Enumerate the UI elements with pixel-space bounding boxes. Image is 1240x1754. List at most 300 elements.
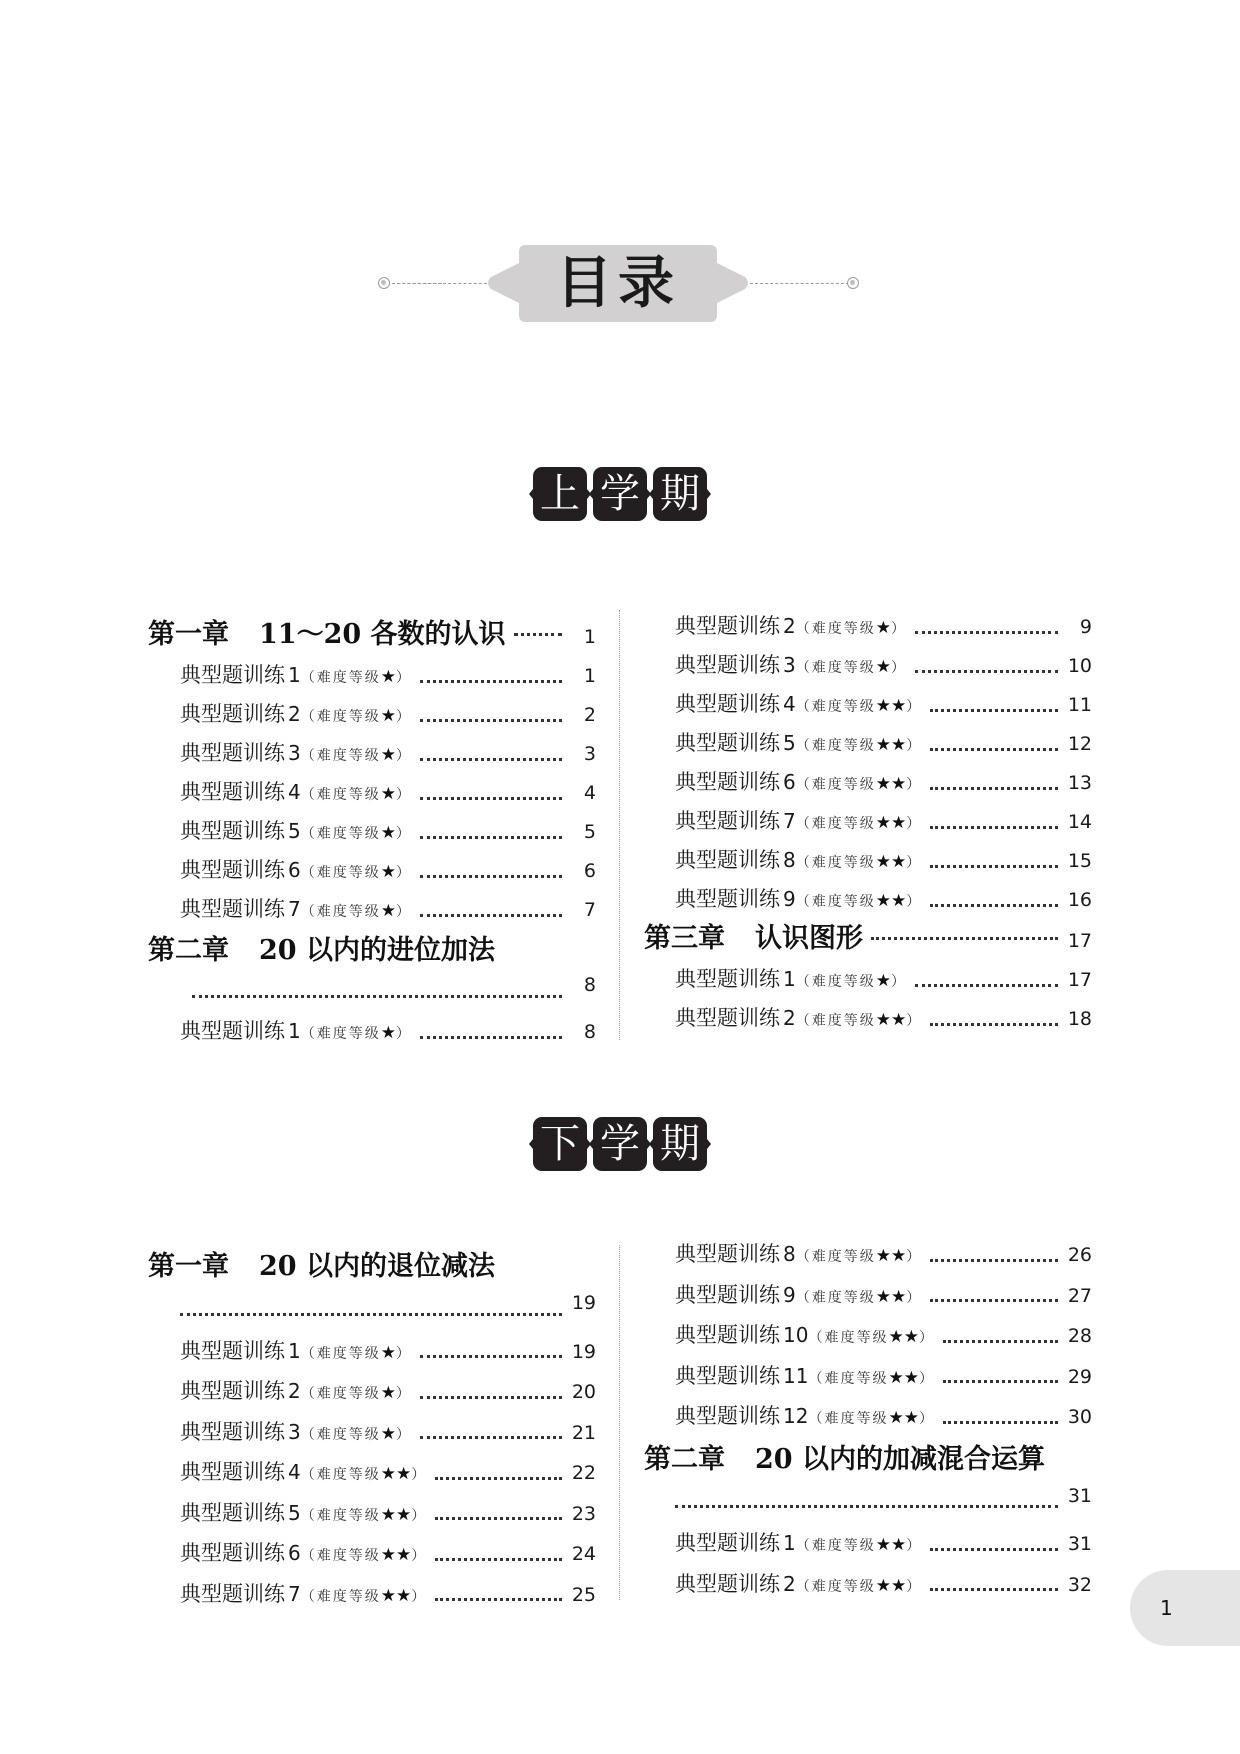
star-icon: ★ — [380, 1023, 396, 1043]
difficulty-label: 难度等级 — [811, 855, 876, 871]
entry-label: 典型题训练 — [675, 967, 780, 991]
star-icon: ★★ — [875, 735, 907, 755]
page-ref: 3 — [583, 743, 596, 765]
entry-label: 典型题训练 — [675, 1323, 780, 1347]
chapter-title: 20 以内的退位减法 — [259, 1251, 495, 1282]
difficulty-label: 难度等级 — [316, 1026, 381, 1042]
difficulty-label: 难度等级 — [811, 1013, 876, 1029]
page-ref: 19 — [571, 1292, 596, 1314]
difficulty-note: （难度等级★★） — [795, 813, 923, 833]
page-title: 目录 — [556, 250, 680, 316]
toc-chapter-row[interactable] — [644, 1437, 1092, 1473]
toc-entry-row[interactable] — [675, 1319, 1092, 1355]
entry-label: 典型题训练 — [675, 692, 780, 716]
entry-label: 典型题训练 — [180, 1500, 285, 1525]
entry-number: 7 — [288, 897, 301, 921]
dot-leader — [930, 787, 1058, 790]
difficulty-note: （难度等级★★） — [300, 1545, 428, 1565]
toc-entry-row[interactable] — [675, 1400, 1092, 1436]
difficulty-note: （难度等级★） — [300, 823, 412, 843]
entry-number: 1 — [288, 1338, 301, 1363]
page-ref: 23 — [571, 1502, 596, 1525]
toc-chapter-leader-row[interactable] — [180, 1292, 596, 1328]
star-icon: ★★ — [875, 813, 907, 833]
star-icon: ★ — [380, 784, 396, 804]
toc-entry-row[interactable] — [180, 854, 596, 890]
star-icon: ★★ — [875, 774, 907, 794]
toc-chapter-row[interactable] — [148, 928, 596, 964]
difficulty-note: （难度等级★） — [300, 784, 412, 804]
dot-leader — [943, 1340, 1058, 1343]
difficulty-note: （难度等级★★） — [300, 1464, 428, 1484]
difficulty-label: 难度等级 — [811, 660, 876, 676]
toc-entry-row[interactable] — [675, 883, 1092, 919]
upper-term-char-1: 上 — [533, 467, 587, 521]
lower-term-char-3: 期 — [653, 1117, 707, 1171]
dot-leader — [930, 1299, 1058, 1302]
difficulty-note: （难度等级★★） — [795, 1010, 923, 1030]
entry-number: 4 — [288, 1460, 301, 1484]
page-ref: 7 — [583, 899, 596, 921]
toc-entry-row[interactable] — [675, 727, 1092, 763]
entry-number: 1 — [288, 663, 301, 687]
entry-label: 典型题训练 — [180, 1019, 285, 1043]
star-icon: ★ — [380, 667, 396, 687]
star-icon: ★ — [380, 706, 396, 726]
dot-leader — [930, 1548, 1058, 1551]
star-icon: ★★ — [380, 1504, 412, 1525]
difficulty-note: （难度等级★★） — [808, 1408, 935, 1428]
star-icon: ★ — [380, 862, 396, 882]
page-ref: 27 — [1067, 1284, 1092, 1307]
entry-number: 2 — [783, 614, 796, 638]
difficulty-note: （难度等级★★） — [300, 1504, 428, 1525]
entry-number: 9 — [783, 1282, 796, 1307]
star-icon: ★ — [380, 901, 396, 921]
dot-leader — [420, 680, 562, 683]
upper-term-heading — [533, 467, 707, 521]
toc-entry-row[interactable] — [675, 649, 1092, 685]
entry-label: 典型题训练 — [675, 1531, 780, 1555]
chapter-number: 第三章 — [644, 923, 725, 954]
chapter-number: 第二章 — [644, 1443, 725, 1475]
difficulty-label: 难度等级 — [824, 1411, 889, 1427]
toc-entry-row[interactable] — [180, 1335, 596, 1371]
difficulty-note: （难度等级★） — [795, 618, 907, 638]
toc-entry-row[interactable] — [180, 1537, 596, 1573]
difficulty-label: 难度等级 — [316, 865, 381, 881]
dot-leader — [943, 1380, 1058, 1383]
dot-leader — [420, 1036, 562, 1039]
chapter-title: 20 以内的加减混合运算 — [755, 1443, 1045, 1475]
difficulty-label: 难度等级 — [811, 1538, 876, 1554]
page-ref: 24 — [571, 1543, 596, 1565]
entry-label: 典型题训练 — [180, 1419, 285, 1444]
entry-number: 5 — [288, 819, 301, 843]
dot-leader — [180, 1313, 562, 1316]
difficulty-note: （难度等级★） — [300, 1423, 412, 1444]
difficulty-note: （难度等级★★） — [808, 1367, 935, 1388]
difficulty-label: 难度等级 — [811, 738, 876, 754]
difficulty-note: （难度等级★★） — [795, 852, 923, 872]
entry-label: 典型题训练 — [675, 809, 780, 833]
star-icon: ★★ — [875, 1246, 907, 1266]
dot-leader — [871, 937, 1058, 940]
entry-number: 7 — [288, 1581, 301, 1606]
difficulty-label: 难度等级 — [316, 904, 381, 920]
toc-chapter-leader-row[interactable] — [675, 1485, 1092, 1521]
page-ref: 10 — [1067, 655, 1092, 677]
entry-label: 典型题训练 — [675, 1404, 780, 1428]
page-ref: 9 — [1079, 616, 1092, 638]
entry-number: 3 — [288, 741, 301, 765]
entry-label: 典型题训练 — [675, 1571, 780, 1596]
page-ref: 5 — [583, 821, 596, 843]
toc-entry-row[interactable] — [675, 1360, 1092, 1396]
entry-label: 典型题训练 — [675, 848, 780, 872]
toc-chapter-row[interactable] — [148, 1244, 596, 1280]
difficulty-label: 难度等级 — [316, 1507, 381, 1524]
entry-label: 典型题训练 — [675, 1282, 780, 1307]
star-icon: ★★ — [875, 696, 907, 716]
entry-number: 10 — [783, 1323, 809, 1347]
entry-number: 5 — [783, 731, 796, 755]
page-ref: 26 — [1067, 1244, 1092, 1266]
page-ref: 1 — [583, 626, 596, 648]
toc-entry-row[interactable] — [675, 1002, 1092, 1038]
entry-label: 典型题训练 — [180, 663, 285, 687]
difficulty-label: 难度等级 — [316, 1467, 381, 1483]
page-ref: 13 — [1067, 772, 1092, 794]
page-ref: 20 — [571, 1381, 596, 1403]
page-ref: 12 — [1067, 733, 1092, 755]
difficulty-label: 难度等级 — [316, 709, 381, 725]
entry-label: 典型题训练 — [675, 731, 780, 755]
star-icon: ★ — [380, 823, 396, 843]
toc-entry-row[interactable] — [180, 776, 596, 812]
entry-label: 典型题训练 — [180, 1541, 285, 1565]
upper-column-divider — [619, 610, 620, 1040]
star-icon: ★ — [380, 1342, 396, 1363]
entry-number: 3 — [783, 653, 796, 677]
difficulty-note: （难度等级★★） — [795, 696, 923, 716]
difficulty-label: 难度等级 — [316, 1426, 381, 1443]
star-icon: ★★ — [380, 1585, 412, 1606]
upper-term-char-3: 期 — [653, 467, 707, 521]
difficulty-label: 难度等级 — [811, 1578, 876, 1595]
page-ref: 8 — [583, 1021, 596, 1043]
page-ref: 17 — [1067, 969, 1092, 991]
star-icon: ★ — [875, 618, 891, 638]
entry-label: 典型题训练 — [180, 858, 285, 882]
dot-leader — [420, 719, 562, 722]
dot-leader — [675, 1505, 1058, 1508]
star-icon: ★★ — [875, 1286, 907, 1307]
difficulty-label: 难度等级 — [316, 787, 381, 803]
page-ref: 19 — [571, 1340, 596, 1363]
difficulty-note: （难度等级★） — [300, 862, 412, 882]
entry-number: 6 — [288, 858, 301, 882]
difficulty-label: 难度等级 — [316, 1345, 381, 1362]
difficulty-label: 难度等级 — [316, 1588, 381, 1605]
toc-entry-row[interactable] — [675, 610, 1092, 646]
toc-entry-row[interactable] — [675, 1527, 1092, 1563]
entry-number: 11 — [783, 1363, 809, 1388]
entry-label: 典型题训练 — [675, 653, 780, 677]
lower-term-heading — [533, 1117, 707, 1171]
dot-leader — [930, 709, 1058, 712]
chapter-number: 第一章 — [148, 619, 229, 650]
lower-term-char-1: 下 — [533, 1117, 587, 1171]
page-ref: 22 — [571, 1462, 596, 1484]
dot-leader — [435, 1517, 562, 1520]
page-ref: 30 — [1067, 1406, 1092, 1428]
dot-leader — [435, 1477, 562, 1480]
chapter-number: 第一章 — [148, 1251, 229, 1282]
entry-number: 8 — [783, 1242, 796, 1266]
entry-number: 1 — [783, 967, 796, 991]
difficulty-note: （难度等级★★） — [795, 735, 923, 755]
entry-label: 典型题训练 — [675, 1242, 780, 1266]
dot-leader — [420, 1436, 562, 1439]
dot-leader — [930, 904, 1058, 907]
chapter-title: 11～20 各数的认识 — [259, 619, 506, 650]
page-ref: 11 — [1067, 694, 1092, 716]
difficulty-label: 难度等级 — [824, 1330, 889, 1346]
difficulty-label: 难度等级 — [316, 826, 381, 842]
star-icon: ★★ — [888, 1408, 919, 1428]
star-icon: ★★ — [875, 852, 907, 872]
entry-label: 典型题训练 — [180, 1379, 285, 1403]
dot-leader — [420, 1396, 562, 1399]
toc-entry-row[interactable] — [180, 1015, 596, 1051]
entry-label: 典型题训练 — [675, 614, 780, 638]
page-ref: 31 — [1067, 1533, 1092, 1555]
entry-label: 典型题训练 — [180, 1338, 285, 1363]
toc-entry-row[interactable] — [180, 1375, 596, 1411]
page-ref: 29 — [1067, 1365, 1092, 1388]
page-ref: 2 — [583, 704, 596, 726]
difficulty-note: （难度等级★★） — [795, 1246, 923, 1266]
chapter-title: 20 以内的进位加法 — [259, 935, 495, 966]
star-icon: ★★ — [888, 1327, 919, 1347]
entry-number: 1 — [288, 1019, 301, 1043]
difficulty-note: （难度等级★★） — [795, 1575, 923, 1596]
entry-number: 7 — [783, 809, 796, 833]
toc-entry-row[interactable] — [675, 1279, 1092, 1315]
difficulty-note: （难度等级★★） — [795, 891, 923, 911]
dot-leader — [915, 984, 1058, 987]
banner-right-dot-icon — [847, 277, 859, 289]
dot-leader — [192, 995, 562, 998]
entry-number: 6 — [783, 770, 796, 794]
toc-entry-row[interactable] — [675, 688, 1092, 724]
toc-entry-row[interactable] — [180, 1456, 596, 1492]
entry-number: 12 — [783, 1404, 809, 1428]
entry-label: 典型题训练 — [180, 1460, 285, 1484]
lower-term-char-2: 学 — [593, 1117, 647, 1171]
banner-left-dashed-line-2 — [392, 283, 492, 284]
toc-entry-row[interactable] — [675, 844, 1092, 880]
star-icon: ★ — [380, 1383, 396, 1403]
page-number: 1 — [1160, 1596, 1173, 1620]
entry-number: 2 — [783, 1006, 796, 1030]
toc-entry-row[interactable] — [675, 766, 1092, 802]
entry-label: 典型题训练 — [180, 702, 285, 726]
banner-right-dashed-line — [750, 283, 849, 284]
toc-title-banner — [485, 245, 751, 322]
entry-label: 典型题训练 — [180, 1581, 285, 1606]
toc-entry-row[interactable] — [180, 1497, 596, 1533]
difficulty-note: （难度等级★） — [300, 901, 412, 921]
dot-leader — [915, 670, 1058, 673]
upper-term-char-2: 学 — [593, 467, 647, 521]
difficulty-label: 难度等级 — [811, 777, 876, 793]
difficulty-note: （难度等级★） — [300, 706, 412, 726]
dot-leader — [943, 1421, 1058, 1424]
toc-entry-row[interactable] — [675, 1238, 1092, 1274]
entry-number: 3 — [288, 1419, 301, 1444]
page-ref: 6 — [583, 860, 596, 882]
entry-number: 1 — [783, 1531, 796, 1555]
dot-leader — [420, 797, 562, 800]
entry-label: 典型题训练 — [180, 780, 285, 804]
difficulty-note: （难度等级★★） — [795, 1535, 923, 1555]
chapter-number: 第二章 — [148, 935, 229, 966]
entry-label: 典型题训练 — [180, 819, 285, 843]
lower-column-divider — [619, 1245, 620, 1600]
page-ref: 15 — [1067, 850, 1092, 872]
difficulty-label: 难度等级 — [811, 1289, 876, 1306]
difficulty-label: 难度等级 — [811, 621, 876, 637]
toc-chapter-leader-row[interactable] — [192, 974, 596, 1010]
difficulty-label: 难度等级 — [316, 1548, 381, 1564]
dot-leader — [420, 758, 562, 761]
dot-leader — [930, 748, 1058, 751]
entry-number: 2 — [288, 702, 301, 726]
difficulty-note: （难度等级★★） — [300, 1585, 428, 1606]
toc-entry-row[interactable] — [180, 893, 596, 929]
difficulty-note: （难度等级★） — [795, 971, 907, 991]
page-ref: 32 — [1067, 1573, 1092, 1596]
toc-entry-row[interactable] — [675, 1568, 1092, 1604]
toc-entry-row[interactable] — [675, 805, 1092, 841]
dot-leader — [930, 1259, 1058, 1262]
entry-label: 典型题训练 — [180, 897, 285, 921]
entry-number: 4 — [783, 692, 796, 716]
dot-leader — [514, 633, 562, 636]
entry-number: 4 — [288, 780, 301, 804]
star-icon: ★★ — [875, 1575, 907, 1596]
star-icon: ★★ — [380, 1545, 412, 1565]
difficulty-label: 难度等级 — [811, 699, 876, 715]
page-ref: 8 — [583, 974, 596, 996]
dot-leader — [930, 1023, 1058, 1026]
entry-number: 2 — [783, 1571, 796, 1596]
star-icon: ★★ — [875, 1010, 907, 1030]
difficulty-label: 难度等级 — [811, 1249, 876, 1265]
toc-entry-row[interactable] — [675, 963, 1092, 999]
difficulty-label: 难度等级 — [811, 974, 876, 990]
difficulty-label: 难度等级 — [316, 748, 381, 764]
page-ref: 25 — [571, 1583, 596, 1606]
entry-label: 典型题训练 — [675, 887, 780, 911]
entry-label: 典型题训练 — [675, 1006, 780, 1030]
star-icon: ★ — [875, 657, 891, 677]
page-ref: 28 — [1067, 1325, 1092, 1347]
dot-leader — [915, 631, 1058, 634]
entry-label: 典型题训练 — [675, 770, 780, 794]
toc-entry-row[interactable] — [180, 1416, 596, 1452]
star-icon: ★★ — [875, 891, 907, 911]
difficulty-label: 难度等级 — [811, 894, 876, 910]
entry-number: 6 — [288, 1541, 301, 1565]
entry-number: 8 — [783, 848, 796, 872]
star-icon: ★★ — [380, 1464, 412, 1484]
toc-chapter-row[interactable] — [644, 916, 1092, 952]
banner-left-dot-icon — [378, 277, 390, 289]
dot-leader — [435, 1598, 562, 1601]
difficulty-note: （难度等级★） — [300, 667, 412, 687]
difficulty-note: （难度等级★★） — [795, 1286, 923, 1307]
dot-leader — [420, 914, 562, 917]
page-ref: 14 — [1067, 811, 1092, 833]
page-ref: 18 — [1067, 1008, 1092, 1030]
star-icon: ★ — [380, 745, 396, 765]
toc-entry-row[interactable] — [180, 1578, 596, 1614]
entry-label: 典型题训练 — [675, 1363, 780, 1388]
dot-leader — [930, 1588, 1058, 1591]
difficulty-note: （难度等级★） — [300, 1023, 412, 1043]
difficulty-label: 难度等级 — [316, 1386, 381, 1402]
difficulty-label: 难度等级 — [316, 670, 381, 686]
difficulty-note: （难度等级★） — [300, 1383, 412, 1403]
chapter-title: 认识图形 — [755, 923, 863, 954]
page-ref: 16 — [1067, 889, 1092, 911]
difficulty-note: （难度等级★★） — [808, 1327, 935, 1347]
difficulty-note: （难度等级★） — [795, 657, 907, 677]
page-ref: 1 — [583, 665, 596, 687]
toc-entry-row[interactable] — [180, 737, 596, 773]
entry-number: 9 — [783, 887, 796, 911]
difficulty-label: 难度等级 — [824, 1370, 889, 1387]
difficulty-label: 难度等级 — [811, 816, 876, 832]
page-ref: 21 — [571, 1421, 596, 1444]
entry-number: 2 — [288, 1379, 301, 1403]
toc-entry-row[interactable] — [180, 659, 596, 695]
toc-chapter-row[interactable] — [148, 612, 596, 648]
toc-entry-row[interactable] — [180, 815, 596, 851]
page-ref: 31 — [1067, 1484, 1092, 1507]
dot-leader — [930, 826, 1058, 829]
page-ref: 4 — [583, 782, 596, 804]
star-icon: ★★ — [888, 1367, 919, 1388]
difficulty-note: （难度等级★★） — [795, 774, 923, 794]
dot-leader — [930, 865, 1058, 868]
page-ref: 17 — [1067, 930, 1092, 952]
toc-entry-row[interactable] — [180, 698, 596, 734]
dot-leader — [420, 875, 562, 878]
dot-leader — [420, 836, 562, 839]
entry-label: 典型题训练 — [180, 741, 285, 765]
page-number-tab — [1130, 1570, 1240, 1646]
star-icon: ★ — [875, 971, 891, 991]
difficulty-note: （难度等级★） — [300, 1342, 412, 1363]
star-icon: ★ — [380, 1423, 396, 1444]
star-icon: ★★ — [875, 1535, 907, 1555]
entry-number: 5 — [288, 1500, 301, 1525]
difficulty-note: （难度等级★） — [300, 745, 412, 765]
